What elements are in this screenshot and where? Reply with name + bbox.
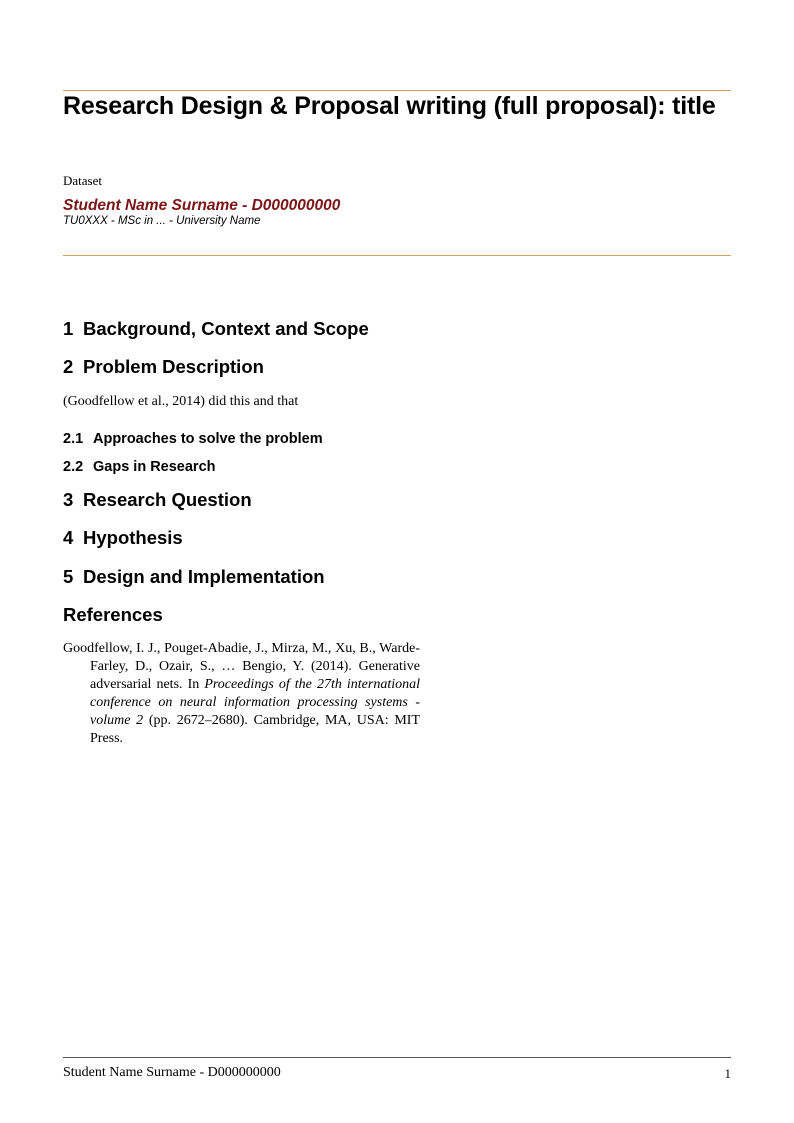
section-heading: [63, 356, 264, 378]
section-title: Design and Implementation: [83, 566, 325, 587]
section-title: Gaps in Research: [93, 459, 216, 475]
references-heading: References: [63, 604, 163, 625]
footer-author: Student Name Surname - D000000000: [63, 1065, 281, 1080]
header-bottom-rule: [63, 255, 731, 256]
subsection-heading: [63, 459, 216, 475]
section-title: Problem Description: [83, 356, 264, 377]
student-name: Student Name Surname - D000000000: [63, 197, 341, 214]
section-title: Hypothesis: [83, 527, 183, 548]
section-heading: [63, 527, 183, 549]
section-title: Research Question: [83, 489, 252, 510]
section-number: 3: [63, 489, 74, 510]
section-heading: [63, 489, 252, 511]
section-number: 2.2: [63, 459, 84, 475]
section-heading: [63, 318, 369, 340]
page-number: 1: [724, 1066, 731, 1081]
section-heading: [63, 566, 325, 588]
footer-rule: [63, 1057, 731, 1058]
section-number: 2: [63, 356, 74, 377]
reference-venue: Proceedings of the 27th international conference on neural information processing systems - volume 2: [90, 677, 421, 728]
affiliation: TU0XXX - MSc in ... - University Name: [63, 215, 261, 227]
top-rule: [63, 90, 731, 91]
section-title: Background, Context and Scope: [83, 318, 369, 339]
reference-details: (pp. 2672–2680). Cambridge, MA, USA: MIT Press.: [90, 713, 420, 746]
reference-entry: [63, 640, 420, 748]
subsection-heading: [63, 431, 323, 447]
problem-paragraph: (Goodfellow et al., 2014) did this and that: [63, 394, 299, 409]
document-subtitle: Dataset: [63, 173, 102, 188]
section-number: 2.1: [63, 431, 84, 447]
section-number: 5: [63, 566, 74, 587]
section-number: 4: [63, 527, 74, 548]
document-title: Research Design & Proposal writing (full proposal): title: [63, 92, 716, 120]
section-title: Approaches to solve the problem: [93, 431, 323, 447]
reference-authors: Goodfellow, I. J., Pouget-Abadie, J., Mirza, M., Xu, B., Warde-Farley, D., Ozair, S., … Bengio, Y. (2014). Generative adversarial nets. In: [63, 641, 420, 692]
section-number: 1: [63, 318, 74, 339]
